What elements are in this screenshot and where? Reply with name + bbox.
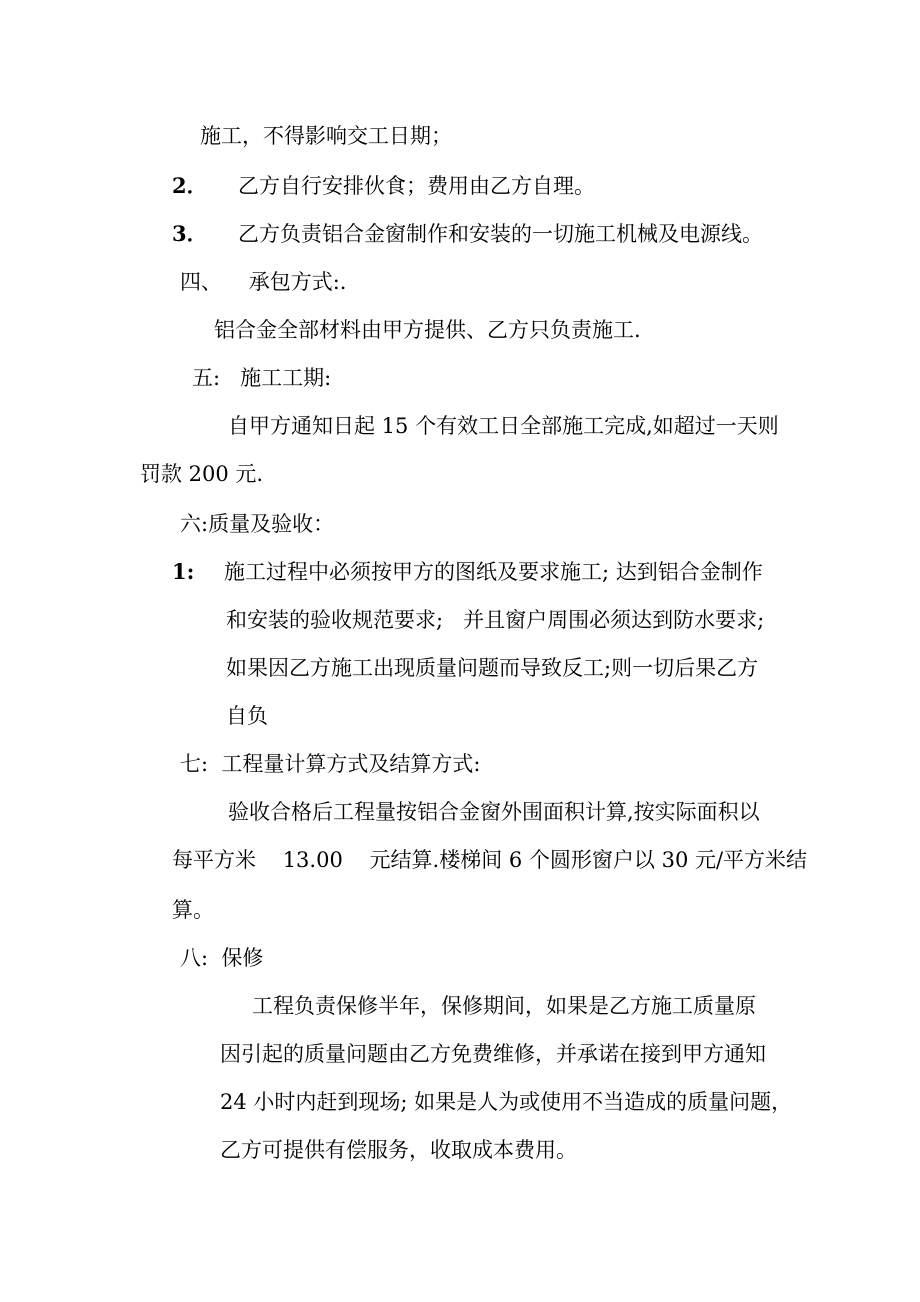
text-line: 自负: [226, 704, 268, 728]
section-heading: 八: 保修: [180, 946, 264, 970]
text-line: 罚款 200 元.: [140, 462, 264, 486]
text-line: 工程负责保修半年，保修期间，如果是乙方施工质量原: [252, 994, 756, 1018]
text-line: 因引起的质量问题由乙方免费维修，并承诺在接到甲方通知: [220, 1042, 766, 1066]
text-line: 施工过程中必须按甲方的图纸及要求施工; 达到铝合金制作: [224, 560, 763, 584]
list-number: 2．: [172, 173, 208, 198]
section-heading: 四、 承包方式:.: [180, 270, 347, 294]
section-heading: 七: 工程量计算方式及结算方式:: [180, 752, 481, 776]
list-number: 1:: [172, 559, 195, 584]
text-line: 算。: [172, 898, 214, 922]
text-line: 乙方负责铝合金窗制作和安装的一切施工机械及电源线。: [238, 222, 763, 246]
text-line: 验收合格后工程量按铝合金窗外围面积计算,按实际面积以: [228, 800, 760, 824]
text-line: 24 小时内赶到现场; 如果是人为或使用不当造成的质量问题，: [220, 1090, 793, 1114]
text-line: 和安装的验收规范要求; 并且窗户周围必须达到防水要求;: [226, 608, 765, 632]
section-heading: 五: 施工工期:: [192, 366, 332, 390]
text-line: 乙方自行安排伙食；费用由乙方自理。: [238, 174, 595, 198]
text-line: 铝合金全部材料由甲方提供、乙方只负责施工.: [214, 318, 641, 342]
section-heading: 六:质量及验收：: [180, 512, 335, 536]
text-line: 如果因乙方施工出现质量问题而导致反工;则一切后果乙方: [226, 656, 759, 680]
text-line: 每平方米 13.00 元结算.楼梯间 6 个圆形窗户以 30 元/平方米结: [172, 848, 808, 872]
list-number: 3．: [172, 221, 208, 246]
text-line: 施工，不得影响交工日期；: [200, 124, 452, 148]
text-line: 自甲方通知日起 15 个有效工日全部施工完成,如超过一天则: [228, 414, 779, 438]
text-line: 乙方可提供有偿服务，收取成本费用。: [220, 1138, 577, 1162]
